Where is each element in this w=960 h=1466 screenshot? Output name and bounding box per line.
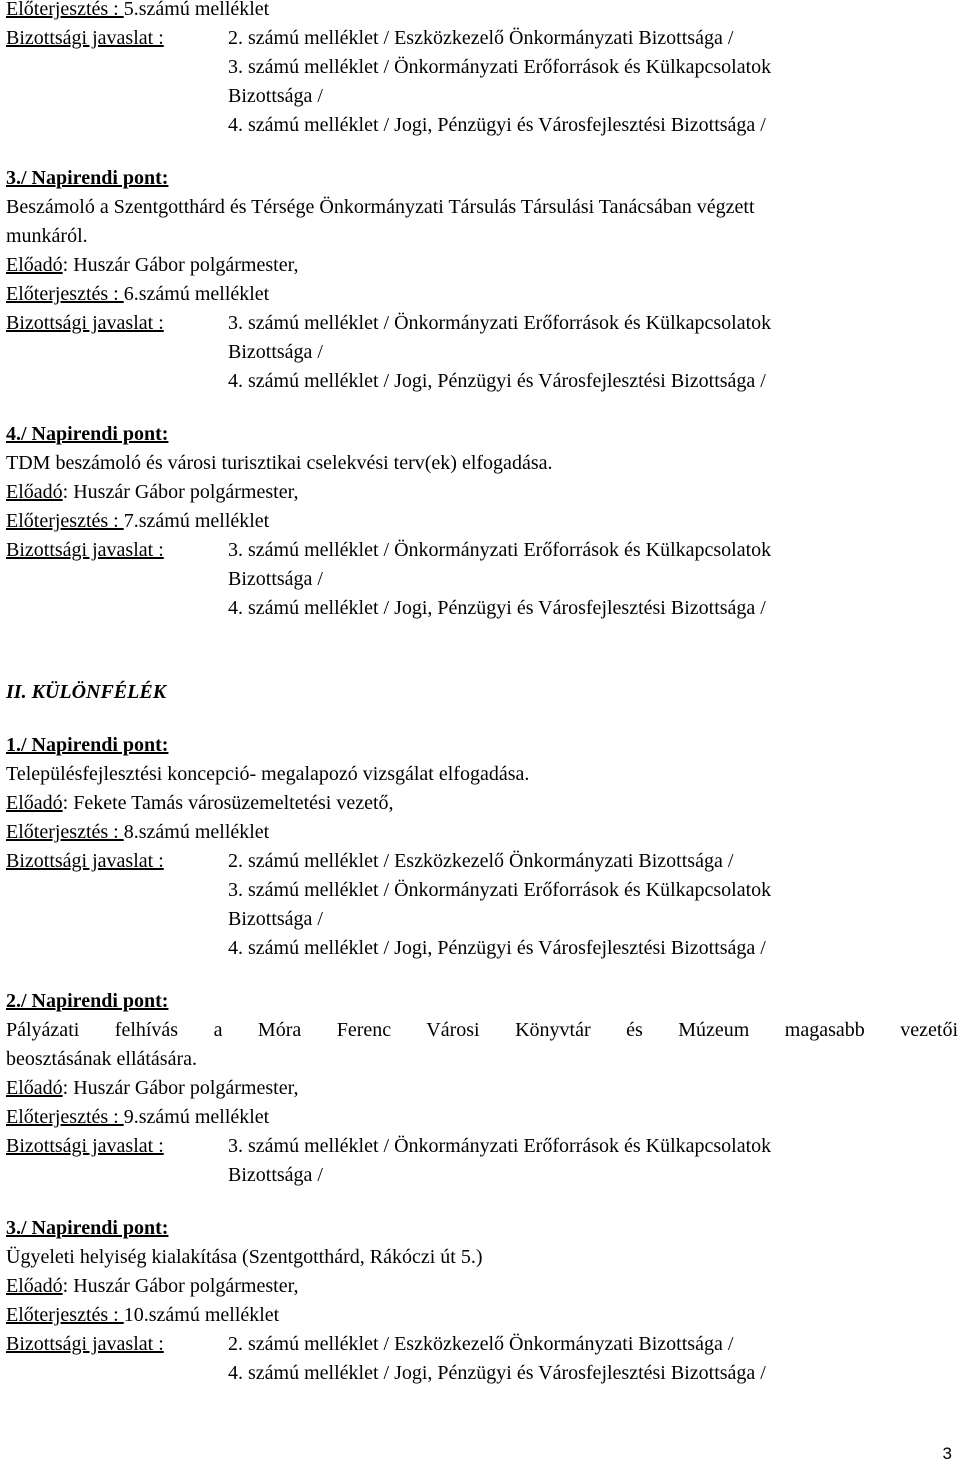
agenda-number: 3.: [6, 1217, 21, 1239]
eloado-line: [6, 1272, 958, 1301]
committee-3b: Bizottsága /: [228, 1164, 323, 1186]
eloterjesztes-label: Előterjesztés :: [6, 0, 124, 20]
eloterjesztes-value: 6.számú melléklet: [123, 283, 270, 305]
eloado-label: Előadó: [6, 792, 63, 814]
agenda-number: 2.: [6, 990, 21, 1012]
bizottsagi-line: [6, 536, 958, 565]
agenda-label: / Napirendi pont:: [21, 167, 169, 189]
bizottsagi-line: [6, 847, 958, 876]
document-page: [6, 0, 958, 1388]
bizottsagi-line: [6, 24, 958, 53]
agenda-label: / Napirendi pont:: [21, 734, 169, 756]
committee-2: 2. számú melléklet / Eszközkezelő Önkormányzati Bizottsága /: [228, 850, 734, 872]
committee-3b: Bizottsága /: [228, 908, 323, 930]
agenda-title: Pályázati felhívás a Móra Ferenc Városi Könyvtár és Múzeum magasabb vezetői: [6, 1019, 958, 1041]
agenda-heading: [6, 987, 958, 1016]
committee-4: 4. számú melléklet / Jogi, Pénzügyi és Városfejlesztési Bizottsága /: [228, 597, 766, 619]
eloterjesztes-value: 10.számú melléklet: [123, 1304, 280, 1326]
eloterjesztes-value: 5.számú melléklet: [123, 0, 270, 20]
agenda-title-cont: munkáról.: [6, 225, 88, 247]
agenda-heading: [6, 420, 958, 449]
committee-4: 4. számú melléklet / Jogi, Pénzügyi és Városfejlesztési Bizottsága /: [228, 370, 766, 392]
agenda-title: Beszámoló a Szentgotthárd és Térsége Önkormányzati Társulás Társulási Tanácsában végzett: [6, 196, 755, 218]
eloado-value: : Fekete Tamás városüzemeltetési vezető,: [62, 792, 394, 814]
committee-2: 2. számú melléklet / Eszközkezelő Önkormányzati Bizottsága /: [228, 1333, 734, 1355]
bizottsagi-line: [6, 1132, 958, 1161]
eloterjesztes-value: 8.számú melléklet: [123, 821, 270, 843]
eloterjesztes-line: [6, 0, 958, 24]
bizottsagi-label: Bizottsági javaslat :: [6, 1135, 164, 1157]
agenda-heading: [6, 1214, 958, 1243]
eloterjesztes-line: [6, 1103, 958, 1132]
bizottsagi-label: Bizottsági javaslat :: [6, 312, 164, 334]
eloado-line: [6, 251, 958, 280]
eloterjesztes-label: Előterjesztés :: [6, 510, 124, 532]
agenda-heading: [6, 731, 958, 760]
committee-4: 4. számú melléklet / Jogi, Pénzügyi és Városfejlesztési Bizottsága /: [228, 114, 766, 136]
agenda-title-cont: beosztásának ellátására.: [6, 1048, 198, 1070]
eloado-label: Előadó: [6, 1077, 63, 1099]
eloado-line: [6, 1074, 958, 1103]
agenda-label: / Napirendi pont:: [21, 1217, 169, 1239]
bizottsagi-label: Bizottsági javaslat :: [6, 850, 164, 872]
agenda-number: 3.: [6, 167, 21, 189]
agenda-label: / Napirendi pont:: [21, 423, 169, 445]
agenda-number: 4.: [6, 423, 21, 445]
committee-3b: Bizottsága /: [228, 85, 323, 107]
agenda-title: Ügyeleti helyiség kialakítása (Szentgotthárd, Rákóczi út 5.): [6, 1246, 483, 1268]
agenda-title: Településfejlesztési koncepció- megalapozó vizsgálat elfogadása.: [6, 763, 530, 785]
agenda-heading: [6, 164, 958, 193]
eloado-value: : Huszár Gábor polgármester,: [62, 1077, 299, 1099]
agenda-number: 1.: [6, 734, 21, 756]
committee-3a: 3. számú melléklet / Önkormányzati Erőforrások és Külkapcsolatok: [228, 312, 772, 334]
committee-3b: Bizottsága /: [228, 341, 323, 363]
bizottsagi-label: Bizottsági javaslat :: [6, 1333, 164, 1355]
committee-3a: 3. számú melléklet / Önkormányzati Erőforrások és Külkapcsolatok: [228, 56, 772, 78]
eloterjesztes-value: 7.számú melléklet: [123, 510, 270, 532]
eloterjesztes-label: Előterjesztés :: [6, 1304, 124, 1326]
committee-3a: 3. számú melléklet / Önkormányzati Erőforrások és Külkapcsolatok: [228, 1135, 772, 1157]
eloterjesztes-label: Előterjesztés :: [6, 283, 124, 305]
eloado-label: Előadó: [6, 1275, 63, 1297]
page-number: 3: [942, 1444, 952, 1463]
eloado-line: [6, 789, 958, 818]
section-title: II. KÜLÖNFÉLÉK: [6, 681, 167, 703]
eloterjesztes-line: [6, 1301, 958, 1330]
eloterjesztes-line: [6, 507, 958, 536]
eloado-value: : Huszár Gábor polgármester,: [62, 481, 299, 503]
agenda-title: TDM beszámoló és városi turisztikai cselekvési terv(ek) elfogadása.: [6, 452, 553, 474]
bizottsagi-line: [6, 309, 958, 338]
eloterjesztes-line: [6, 280, 958, 309]
agenda-label: / Napirendi pont:: [21, 990, 169, 1012]
eloado-label: Előadó: [6, 481, 63, 503]
eloterjesztes-label: Előterjesztés :: [6, 1106, 124, 1128]
bizottsagi-label: Bizottsági javaslat :: [6, 539, 164, 561]
eloado-value: : Huszár Gábor polgármester,: [62, 1275, 299, 1297]
committee-3a: 3. számú melléklet / Önkormányzati Erőforrások és Külkapcsolatok: [228, 879, 772, 901]
eloado-label: Előadó: [6, 254, 63, 276]
eloado-line: [6, 478, 958, 507]
committee-4: 4. számú melléklet / Jogi, Pénzügyi és Városfejlesztési Bizottsága /: [228, 1362, 766, 1384]
eloterjesztes-line: [6, 818, 958, 847]
eloterjesztes-label: Előterjesztés :: [6, 821, 124, 843]
committee-3a: 3. számú melléklet / Önkormányzati Erőforrások és Külkapcsolatok: [228, 539, 772, 561]
committee-4: 4. számú melléklet / Jogi, Pénzügyi és Városfejlesztési Bizottsága /: [228, 937, 766, 959]
bizottsagi-line: [6, 1330, 958, 1359]
eloterjesztes-value: 9.számú melléklet: [123, 1106, 270, 1128]
bizottsagi-label: Bizottsági javaslat :: [6, 27, 164, 49]
committee-3b: Bizottsága /: [228, 568, 323, 590]
committee-2: 2. számú melléklet / Eszközkezelő Önkormányzati Bizottsága /: [228, 27, 734, 49]
eloado-value: : Huszár Gábor polgármester,: [62, 254, 299, 276]
